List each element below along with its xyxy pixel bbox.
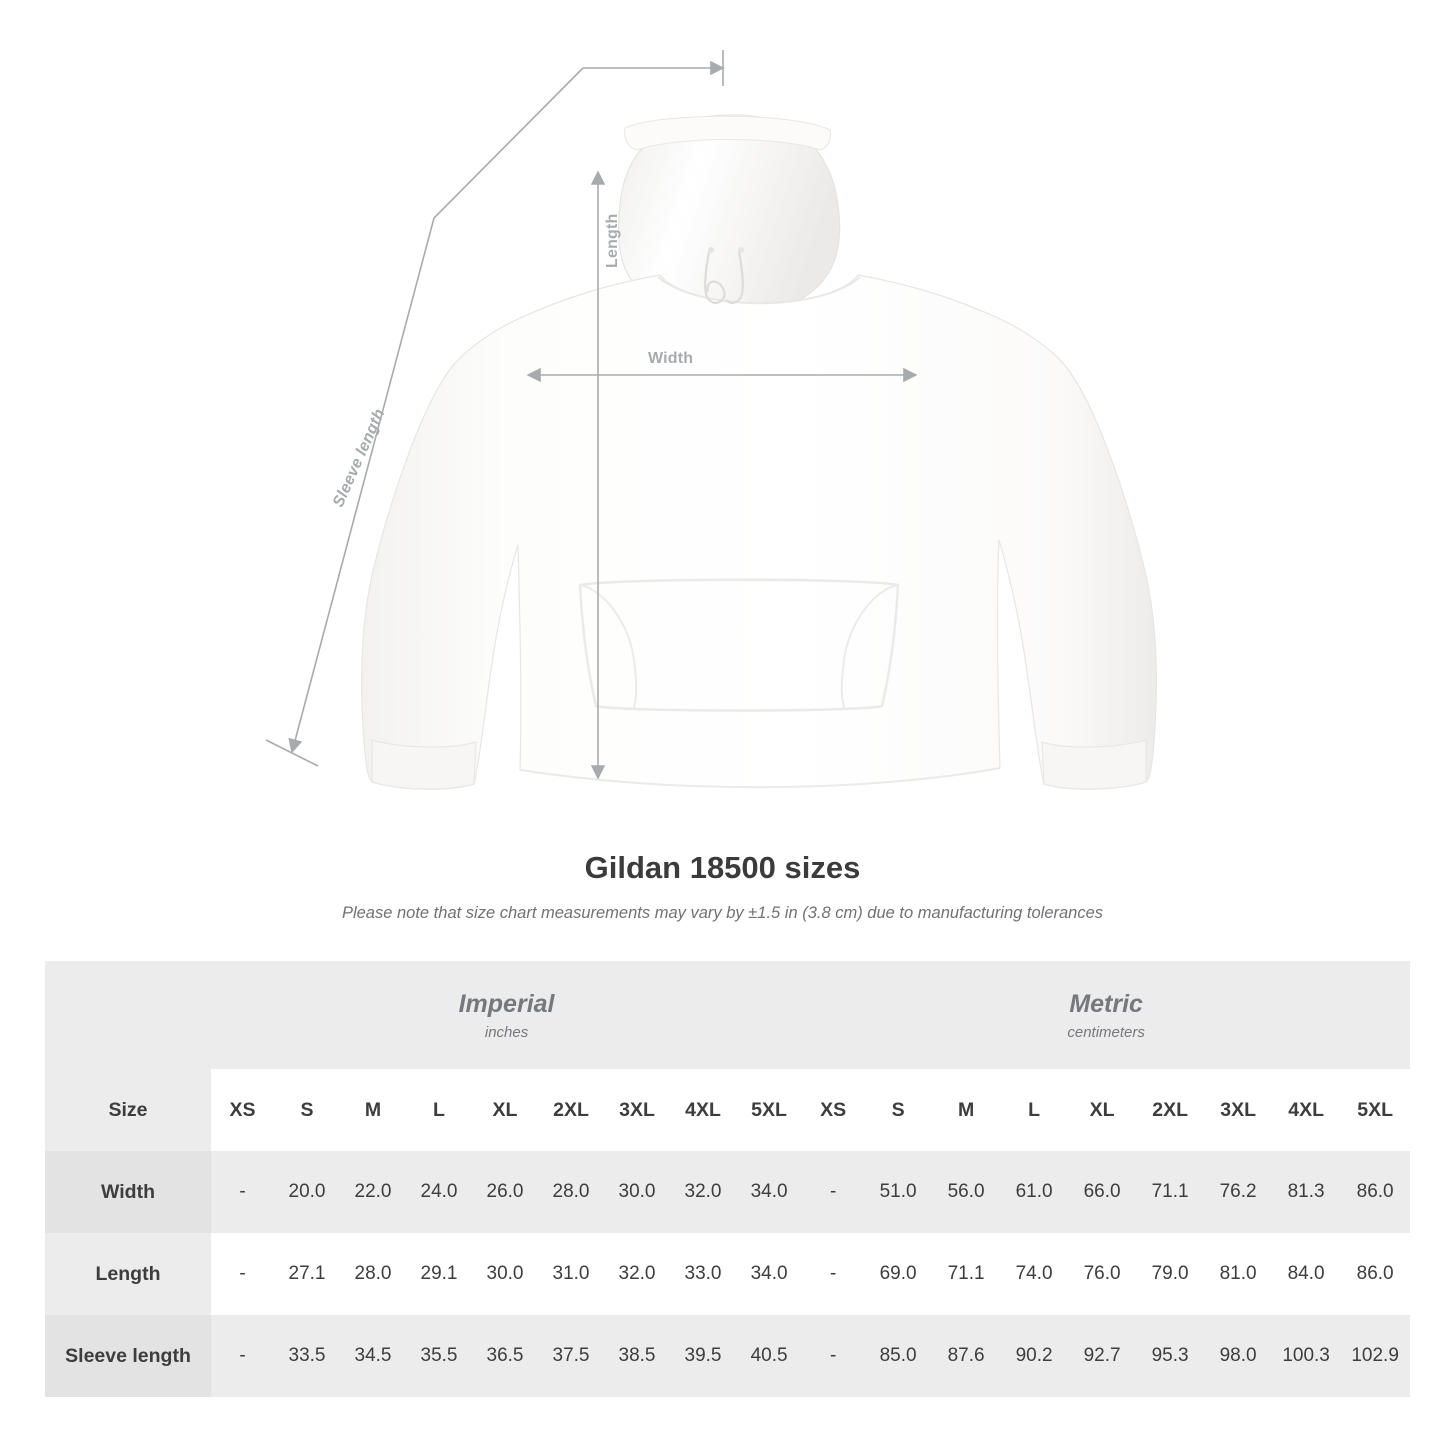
size-header-imperial-3xl: 3XL [604,1069,670,1151]
size-table-wrapper [45,961,1400,1397]
cell-sleeve-metric-s: 85.0 [864,1315,932,1397]
size-table [45,961,1410,1397]
size-header-imperial-xs: XS [211,1069,274,1151]
size-header-metric-5xl: 5XL [1340,1069,1410,1151]
cell-sleeve-metric-xs: - [802,1315,864,1397]
cell-width-metric-5xl: 86.0 [1340,1151,1410,1233]
cell-length-imperial-xs: - [211,1233,274,1315]
cell-length-imperial-2xl: 31.0 [538,1233,604,1315]
cell-width-imperial-xl: 26.0 [472,1151,538,1233]
cell-length-metric-4xl: 84.0 [1272,1233,1340,1315]
cell-length-metric-5xl: 86.0 [1340,1233,1410,1315]
cell-sleeve-metric-l: 90.2 [1000,1315,1068,1397]
width-label: Width [648,350,694,367]
hoodie-shape [362,115,1157,789]
cell-width-metric-3xl: 76.2 [1204,1151,1272,1233]
cell-length-imperial-xl: 30.0 [472,1233,538,1315]
row-label-sleeve-length: Sleeve length [45,1315,211,1397]
cell-length-metric-xs: - [802,1233,864,1315]
size-header-metric-4xl: 4XL [1272,1069,1340,1151]
cell-length-imperial-4xl: 33.0 [670,1233,736,1315]
cell-length-imperial-m: 28.0 [340,1233,406,1315]
cell-length-metric-2xl: 79.0 [1136,1233,1204,1315]
metric-unit-sub: centimeters [1067,1024,1145,1042]
cell-width-metric-xl: 66.0 [1068,1151,1136,1233]
unit-header-corner [45,961,211,1069]
imperial-unit-header [211,961,802,1069]
metric-unit-header [802,961,1410,1069]
table-row-sleeve-length [45,1315,1410,1397]
size-header-metric-l: L [1000,1069,1068,1151]
cell-width-metric-4xl: 81.3 [1272,1151,1340,1233]
cell-length-metric-s: 69.0 [864,1233,932,1315]
size-header-imperial-4xl: 4XL [670,1069,736,1151]
size-header-row [45,1069,1410,1151]
size-header-metric-xl: XL [1068,1069,1136,1151]
cell-width-imperial-s: 20.0 [274,1151,340,1233]
cell-sleeve-imperial-xs: - [211,1315,274,1397]
metric-unit-name: Metric [1069,989,1143,1018]
cell-sleeve-metric-4xl: 100.3 [1272,1315,1340,1397]
cell-sleeve-imperial-l: 35.5 [406,1315,472,1397]
cell-length-imperial-l: 29.1 [406,1233,472,1315]
measurement-note: Please note that size chart measurements may vary by ±1.5 in (3.8 cm) due to manufacturing tolerances [341,904,1104,922]
cell-width-imperial-m: 22.0 [340,1151,406,1233]
size-header-imperial-5xl: 5XL [736,1069,802,1151]
cell-width-imperial-3xl: 30.0 [604,1151,670,1233]
size-header-metric-s: S [864,1069,932,1151]
row-label-length: Length [45,1233,211,1315]
cell-length-imperial-s: 27.1 [274,1233,340,1315]
cell-sleeve-imperial-s: 33.5 [274,1315,340,1397]
sleeve-length-label: Sleeve length [330,406,389,510]
size-header-metric-3xl: 3XL [1204,1069,1272,1151]
cell-width-metric-s: 51.0 [864,1151,932,1233]
cell-width-imperial-4xl: 32.0 [670,1151,736,1233]
size-header-imperial-m: M [340,1069,406,1151]
cell-sleeve-metric-5xl: 102.9 [1340,1315,1410,1397]
cell-width-imperial-l: 24.0 [406,1151,472,1233]
cell-length-imperial-5xl: 34.0 [736,1233,802,1315]
cell-width-imperial-5xl: 34.0 [736,1151,802,1233]
cell-length-metric-l: 74.0 [1000,1233,1068,1315]
cell-width-metric-l: 61.0 [1000,1151,1068,1233]
size-header-imperial-s: S [274,1069,340,1151]
size-header-metric-2xl: 2XL [1136,1069,1204,1151]
cell-sleeve-imperial-xl: 36.5 [472,1315,538,1397]
cell-sleeve-metric-xl: 92.7 [1068,1315,1136,1397]
cell-width-imperial-2xl: 28.0 [538,1151,604,1233]
cell-sleeve-imperial-2xl: 37.5 [538,1315,604,1397]
page-title: Gildan 18500 sizes [584,850,861,885]
imperial-unit-name: Imperial [458,989,555,1018]
cell-length-metric-m: 71.1 [932,1233,1000,1315]
size-corner-label: Size [45,1069,211,1151]
cell-width-metric-xs: - [802,1151,864,1233]
cell-width-imperial-xs: - [211,1151,274,1233]
cell-length-metric-xl: 76.0 [1068,1233,1136,1315]
cell-sleeve-imperial-3xl: 38.5 [604,1315,670,1397]
length-label: Length [604,213,621,268]
imperial-unit-sub: inches [484,1024,529,1042]
table-row-width [45,1151,1410,1233]
cell-sleeve-metric-3xl: 98.0 [1204,1315,1272,1397]
cell-sleeve-imperial-4xl: 39.5 [670,1315,736,1397]
row-label-width: Width [45,1151,211,1233]
cell-sleeve-imperial-5xl: 40.5 [736,1315,802,1397]
size-header-metric-xs: XS [802,1069,864,1151]
cell-sleeve-metric-2xl: 95.3 [1136,1315,1204,1397]
cell-sleeve-metric-m: 87.6 [932,1315,1000,1397]
size-header-metric-m: M [932,1069,1000,1151]
cell-sleeve-imperial-m: 34.5 [340,1315,406,1397]
size-header-imperial-xl: XL [472,1069,538,1151]
size-header-imperial-l: L [406,1069,472,1151]
cell-width-metric-2xl: 71.1 [1136,1151,1204,1233]
cell-length-metric-3xl: 81.0 [1204,1233,1272,1315]
unit-header-row [45,961,1410,1069]
size-header-imperial-2xl: 2XL [538,1069,604,1151]
cell-length-imperial-3xl: 32.0 [604,1233,670,1315]
cell-width-metric-m: 56.0 [932,1151,1000,1233]
table-row-length [45,1233,1410,1315]
